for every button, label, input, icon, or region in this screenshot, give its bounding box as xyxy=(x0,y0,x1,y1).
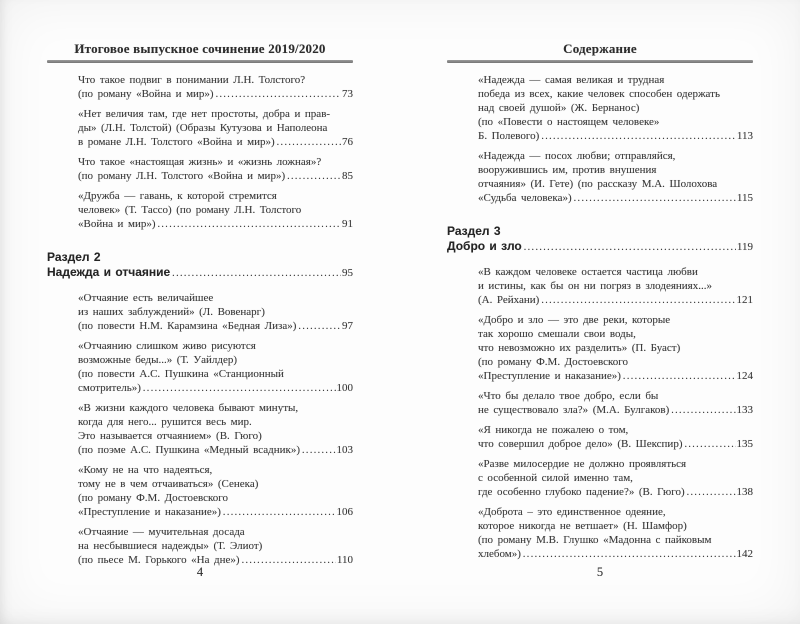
toc-entry-line: «Отчаяние есть величайшее xyxy=(78,292,214,304)
toc-entry-line: Это называется отчаянием» (В. Гюго) xyxy=(78,430,262,442)
toc-entry-lastline xyxy=(478,129,753,144)
toc-entry-lines xyxy=(478,265,753,293)
toc-entry-lastline xyxy=(478,437,753,452)
toc-entry-lines xyxy=(478,149,753,191)
toc-entry-line: отчаяния» (И. Гете) (по рассказу М.А. Шолохова xyxy=(478,178,718,190)
toc-entry-lines xyxy=(478,457,753,485)
page-number-right: 5 xyxy=(596,565,604,579)
toc-entry-lastline xyxy=(78,87,353,102)
toc-entry-lines xyxy=(478,73,753,129)
toc-entry-lastline xyxy=(78,443,353,458)
toc-entry-line: «Разве милосердие не должно проявляться xyxy=(478,458,687,470)
toc-entry-line: ды» (Л.Н. Толстой) (Образы Кутузова и Наполеона xyxy=(78,122,328,134)
toc-entry-line: которое никогда не ветшает» (Н. Шамфор) xyxy=(478,520,687,532)
toc-entry-text: хлебом») xyxy=(478,548,521,560)
toc-entry-text: (по роману Л.Н. Толстого «Война и мир») xyxy=(78,170,286,182)
toc-entry-lines xyxy=(478,423,753,437)
toc-entry-lastline xyxy=(478,293,753,308)
dot-leader xyxy=(172,266,341,281)
toc-entry-text: (по поэме А.С. Пушкина «Медный всадник») xyxy=(78,444,301,456)
toc-entry-line: (по роману Ф.М. Достоевского xyxy=(78,492,228,504)
page-number-left: 4 xyxy=(196,565,204,579)
toc-entry-text: «Судьба человека») xyxy=(478,192,572,204)
toc-entry-line: «Что бы делало твое добро, если бы xyxy=(478,390,659,402)
section-title: Надежда и отчаяние xyxy=(47,265,171,279)
header-rule-left xyxy=(47,60,353,63)
toc-entry-line: на несбывшиеся надежды» (Т. Элиот) xyxy=(78,540,263,552)
toc-page-number: 76 xyxy=(342,136,353,148)
toc-entry-text: (по повести Н.М. Карамзина «Бедная Лиза») xyxy=(78,320,297,332)
toc-page-number: 95 xyxy=(342,267,353,279)
dot-leader xyxy=(302,443,335,458)
toc-entry-lastline xyxy=(78,217,353,232)
toc-entry-text: не существовало зла?» (М.А. Булгаков) xyxy=(478,404,670,416)
toc-entry xyxy=(78,401,353,458)
toc-entry-line: и истины, как бы он ни погряз в злодеяниях...» xyxy=(478,280,712,292)
dot-leader xyxy=(541,293,735,308)
toc-entry-lastline xyxy=(478,369,753,384)
toc-page-number: 121 xyxy=(736,294,753,306)
toc-page-number: 73 xyxy=(342,88,353,100)
toc-entry-line: победа из всех, какие человек способен одержать xyxy=(478,88,720,100)
toc-entry-lastline xyxy=(78,169,353,184)
dot-leader xyxy=(671,403,735,418)
toc-entry-text: (А. Рейхани) xyxy=(478,294,540,306)
section-heading-2 xyxy=(47,250,353,281)
toc-entry xyxy=(478,423,753,452)
section-title-line xyxy=(47,265,353,281)
toc-page-number: 119 xyxy=(736,241,753,253)
toc-entry-text: смотритель») xyxy=(78,382,141,394)
toc-entry-lastline xyxy=(478,547,753,562)
toc-entry-lastline xyxy=(478,485,753,500)
toc-entry-lines xyxy=(78,73,353,87)
toc-entry-line: так хорошо смешали свои воды, xyxy=(478,328,636,340)
section-heading-3 xyxy=(447,224,753,255)
toc-entry-line: «Дружба — гавань, к которой стремится xyxy=(78,190,277,202)
toc-entry-line: из наших заблуждений» (Л. Вовенарг) xyxy=(78,306,265,318)
toc-entry-line: «В каждом человеке остается частица любви xyxy=(478,266,698,278)
running-head-left: Итоговое выпускное сочинение 2019/2020 xyxy=(74,41,326,56)
toc-entry xyxy=(78,291,353,334)
toc-page-number: 115 xyxy=(736,192,753,204)
dot-leader xyxy=(623,369,736,384)
toc-entry-line: с особенной силой именно там, xyxy=(478,472,633,484)
dot-leader xyxy=(298,319,341,334)
toc-entry-lines xyxy=(78,339,353,381)
toc-entry-line: тому не в чем отчаиваться» (Сенека) xyxy=(78,478,259,490)
toc-entry-line: (по повести А.С. Пушкина «Станционный xyxy=(78,368,284,380)
toc-entry-line: когда для него... рушится весь мир. xyxy=(78,416,252,428)
toc-entry-lines xyxy=(78,189,353,217)
section-title: Добро и зло xyxy=(447,239,522,253)
toc-entry-text: где особенно глубоко падение?» (В. Гюго) xyxy=(478,486,685,498)
toc-entry-text: (по роману «Война и мир») xyxy=(78,88,214,100)
toc-entry xyxy=(78,189,353,232)
toc-entry-line: «Отчаяние — мучительная досада xyxy=(78,526,245,538)
dot-leader xyxy=(687,485,736,500)
toc-entry-line: «Нет величия там, где нет простоты, добра и прав- xyxy=(78,108,331,120)
toc-entry-lines xyxy=(78,401,353,443)
dot-leader xyxy=(523,547,736,562)
toc-entry xyxy=(478,73,753,144)
toc-entry-line: «Добро и зло — это две реки, которые xyxy=(478,314,671,326)
dot-leader xyxy=(143,381,336,396)
toc-entry-lastline xyxy=(78,505,353,520)
toc-entry-line: «Я никогда не пожалею о том, xyxy=(478,424,629,436)
dot-leader xyxy=(524,240,736,255)
dot-leader xyxy=(541,129,736,144)
toc-entry-lines xyxy=(478,389,753,403)
toc-entry xyxy=(78,107,353,150)
toc-entry-line: «Отчаянию слишком живо рисуются xyxy=(78,340,256,352)
toc-entry xyxy=(478,505,753,562)
toc-entry-line: (по роману М.В. Глушко «Мадонна с пайковым xyxy=(478,534,712,546)
toc-list-left-section xyxy=(47,291,353,568)
toc-entry-text: «Преступление и наказание») xyxy=(478,370,621,382)
toc-entry-text: что совершил доброе дело» (В. Шекспир) xyxy=(478,438,683,450)
toc-entry-lines xyxy=(78,155,353,169)
toc-page-number: 135 xyxy=(736,438,753,450)
toc-entry-line: Что такое подвиг в понимании Л.Н. Толстого? xyxy=(78,74,306,86)
toc-entry-line: «Доброта – это единственное одеяние, xyxy=(478,506,666,518)
section-label: Раздел 3 xyxy=(447,224,501,238)
toc-entry-line: (по «Повести о настоящем человеке» xyxy=(478,116,660,128)
section-label: Раздел 2 xyxy=(47,250,101,264)
toc-entry-lines xyxy=(78,463,353,505)
toc-entry-lines xyxy=(78,291,353,319)
toc-page-number: 85 xyxy=(342,170,353,182)
toc-entry-text: «Война и мир») xyxy=(78,218,156,230)
toc-entry-text: в романе Л.Н. Толстого «Война и мир») xyxy=(78,136,275,148)
toc-page-number: 103 xyxy=(336,444,353,456)
toc-entry xyxy=(78,155,353,184)
toc-entry-lines xyxy=(78,107,353,135)
toc-list-left-top xyxy=(47,73,353,232)
dot-leader xyxy=(684,437,735,452)
toc-entry xyxy=(78,525,353,568)
toc-entry-line: над своей душой» (Ж. Бернанос) xyxy=(478,102,640,114)
toc-page-number: 133 xyxy=(736,404,753,416)
toc-entry-lastline xyxy=(78,381,353,396)
toc-page-number: 113 xyxy=(736,130,753,142)
toc-entry-line: что невозможно их разделить» (П. Буаст) xyxy=(478,342,681,354)
toc-entry xyxy=(478,149,753,206)
toc-entry xyxy=(478,389,753,418)
dot-leader xyxy=(277,135,341,150)
toc-entry-text: «Преступление и наказание») xyxy=(78,506,221,518)
toc-entry-text: Б. Полевого) xyxy=(478,130,540,142)
toc-entry-line: человек» (Т. Тассо) (по роману Л.Н. Толстого xyxy=(78,204,302,216)
toc-page-number: 106 xyxy=(336,506,353,518)
right-page xyxy=(447,0,753,624)
dot-leader xyxy=(158,217,342,232)
toc-entry-line: «Кому не на что надеяться, xyxy=(78,464,213,476)
toc-list-right-section xyxy=(447,265,753,562)
toc-page-number: 138 xyxy=(736,486,753,498)
toc-page-number: 100 xyxy=(336,382,353,394)
toc-entry-lines xyxy=(478,313,753,369)
toc-entry xyxy=(78,73,353,102)
running-head-right: Содержание xyxy=(563,41,637,56)
header-rule-right xyxy=(447,60,753,63)
toc-entry xyxy=(78,463,353,520)
toc-entry-line: возможные беды...» (Т. Уайлдер) xyxy=(78,354,238,366)
toc-page-number: 97 xyxy=(342,320,353,332)
toc-page-number: 142 xyxy=(736,548,753,560)
toc-page-number: 110 xyxy=(336,554,353,566)
toc-entry-lastline xyxy=(478,191,753,206)
toc-entry-lastline xyxy=(78,135,353,150)
toc-entry-line: «Надежда — посох любви; отправляйся, xyxy=(478,150,676,162)
toc-entry-line: Что такое «настоящая жизнь» и «жизнь ложная»? xyxy=(78,156,322,168)
toc-entry-line: «В жизни каждого человека бывают минуты, xyxy=(78,402,299,414)
toc-entry-text: (по пьесе М. Горького «На дне») xyxy=(78,554,240,566)
toc-entry-line: (по роману Ф.М. Достоевского xyxy=(478,356,628,368)
toc-entry-lastline xyxy=(78,319,353,334)
toc-entry-line: «Надежда — самая великая и трудная xyxy=(478,74,665,86)
toc-page-number: 124 xyxy=(736,370,753,382)
left-page xyxy=(47,0,353,624)
dot-leader xyxy=(223,505,336,520)
toc-entry-line: вооружившись им, против внушения xyxy=(478,164,657,176)
toc-entry-lines xyxy=(478,505,753,547)
toc-entry xyxy=(478,457,753,500)
dot-leader xyxy=(287,169,341,184)
toc-entry xyxy=(78,339,353,396)
toc-page-number: 91 xyxy=(342,218,353,230)
dot-leader xyxy=(216,87,341,102)
toc-entry xyxy=(478,313,753,384)
dot-leader xyxy=(574,191,736,206)
toc-list-right-top xyxy=(447,73,753,206)
toc-entry xyxy=(478,265,753,308)
toc-entry-lines xyxy=(78,525,353,553)
section-title-line xyxy=(447,239,753,255)
toc-entry-lastline xyxy=(478,403,753,418)
